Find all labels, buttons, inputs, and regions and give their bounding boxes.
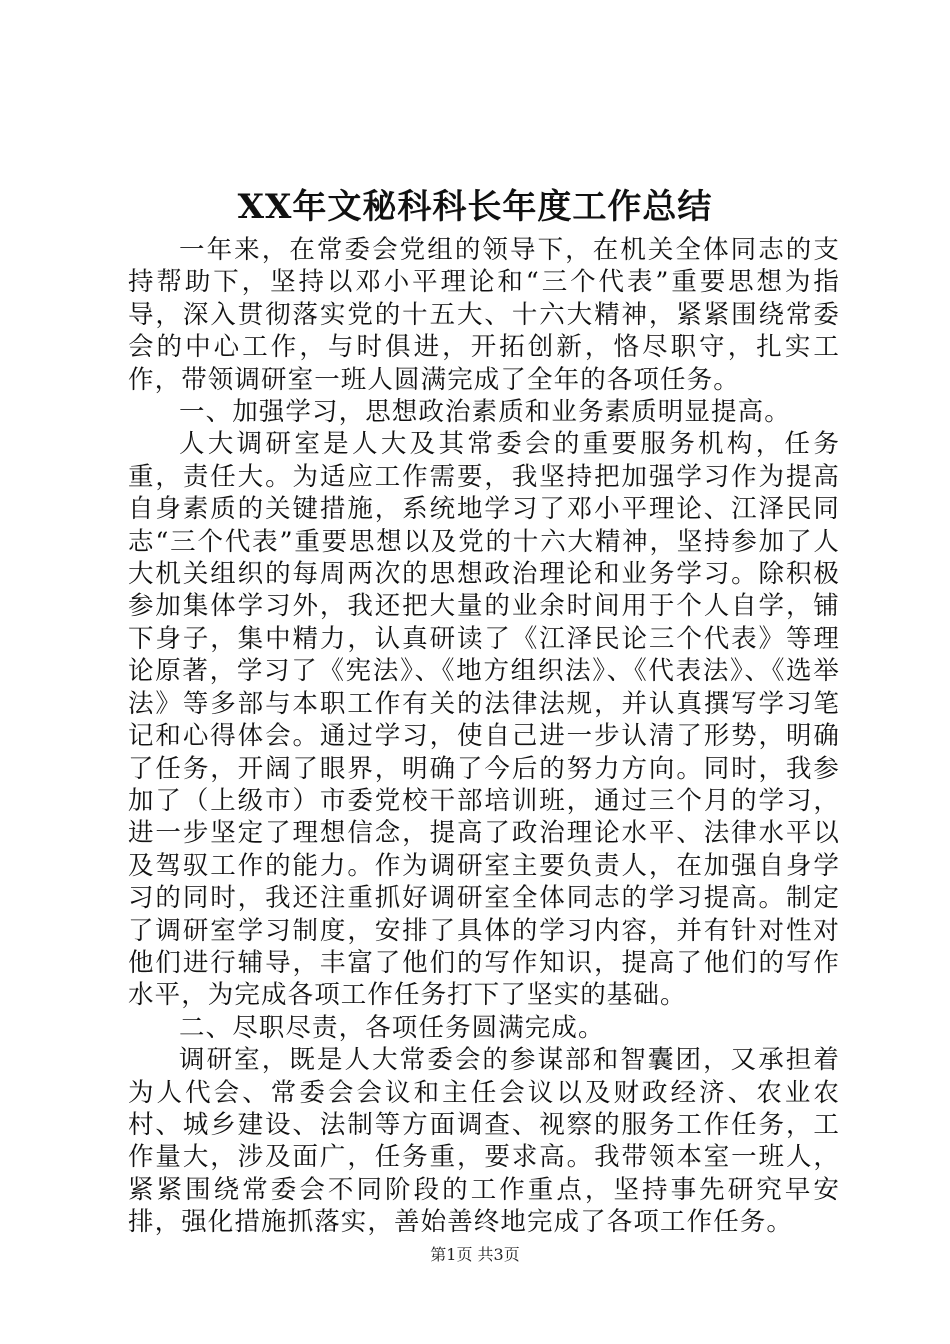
document-title: XX年文秘科科长年度工作总结 xyxy=(237,187,713,227)
section-heading-2: 二、尽职尽责，各项任务圆满完成。 xyxy=(179,1012,605,1043)
page-number-footer: 第1页 共3页 xyxy=(430,1245,520,1264)
section-heading-1: 一、加强学习，思想政治素质和业务素质明显提高。 xyxy=(179,397,791,428)
paragraph-tasks: 调研室，既是人大常委会的参谋部和智囊团，又承担着为人代会、常委会会议和主任会议以及财政经济、农业农村、城乡建设、法制等方面调查、视察的服务工作任务，工作量大，涉及面广，任务重，要求高。我带领本室一班人，紧紧围绕常委会不同阶段的工作重点，坚持事先研究早安排，强化措施抓落实，善始善终地完成了各项工作任务。 xyxy=(128,1045,840,1238)
paragraph-study: 人大调研室是人大及其常委会的重要服务机构，任务重，责任大。为适应工作需要，我坚持把加强学习作为提高自身素质的关键措施，系统地学习了邓小平理论、江泽民同志“三个代表”重要思想以及党的十六大精神，坚持参加了人大机关组织的每周两次的思想政治理论和业务学习。除积极参加集体学习外，我还把大量的业余时间用于个人自学，铺下身子，集中精力，认真研读了《江泽民论三个代表》等理论原著，学习了《宪法》、《地方组织法》、《代表法》、《选举法》等多部与本职工作有关的法律法规，并认真撰写学习笔记和心得体会。通过学习，使自己进一步认清了形势，明确了任务，开阔了眼界，明确了今后的努力方向。同时，我参加了（上级市）市委党校干部培训班，通过三个月的学习，进一步坚定了理想信念，提高了政治理论水平、法律水平以及驾驭工作的能力。作为调研室主要负责人，在加强自身学习的同时，我还注重抓好调研室全体同志的学习提高。制定了调研室学习制度，安排了具体的学习内容，并有针对性对他们进行辅导，丰富了他们的写作知识，提高了他们的写作水平，为完成各项工作任务打下了坚实的基础。 xyxy=(128,429,840,1011)
document-body xyxy=(128,234,840,1239)
paragraph-intro: 一年来，在常委会党组的领导下，在机关全体同志的支持帮助下，坚持以邓小平理论和“三个代表”重要思想为指导，深入贯彻落实党的十五大、十六大精神，紧紧围绕常委会的中心工作，与时俱进，开拓创新，恪尽职守，扎实工作，带领调研室一班人圆满完成了全年的各项任务。 xyxy=(128,235,840,395)
